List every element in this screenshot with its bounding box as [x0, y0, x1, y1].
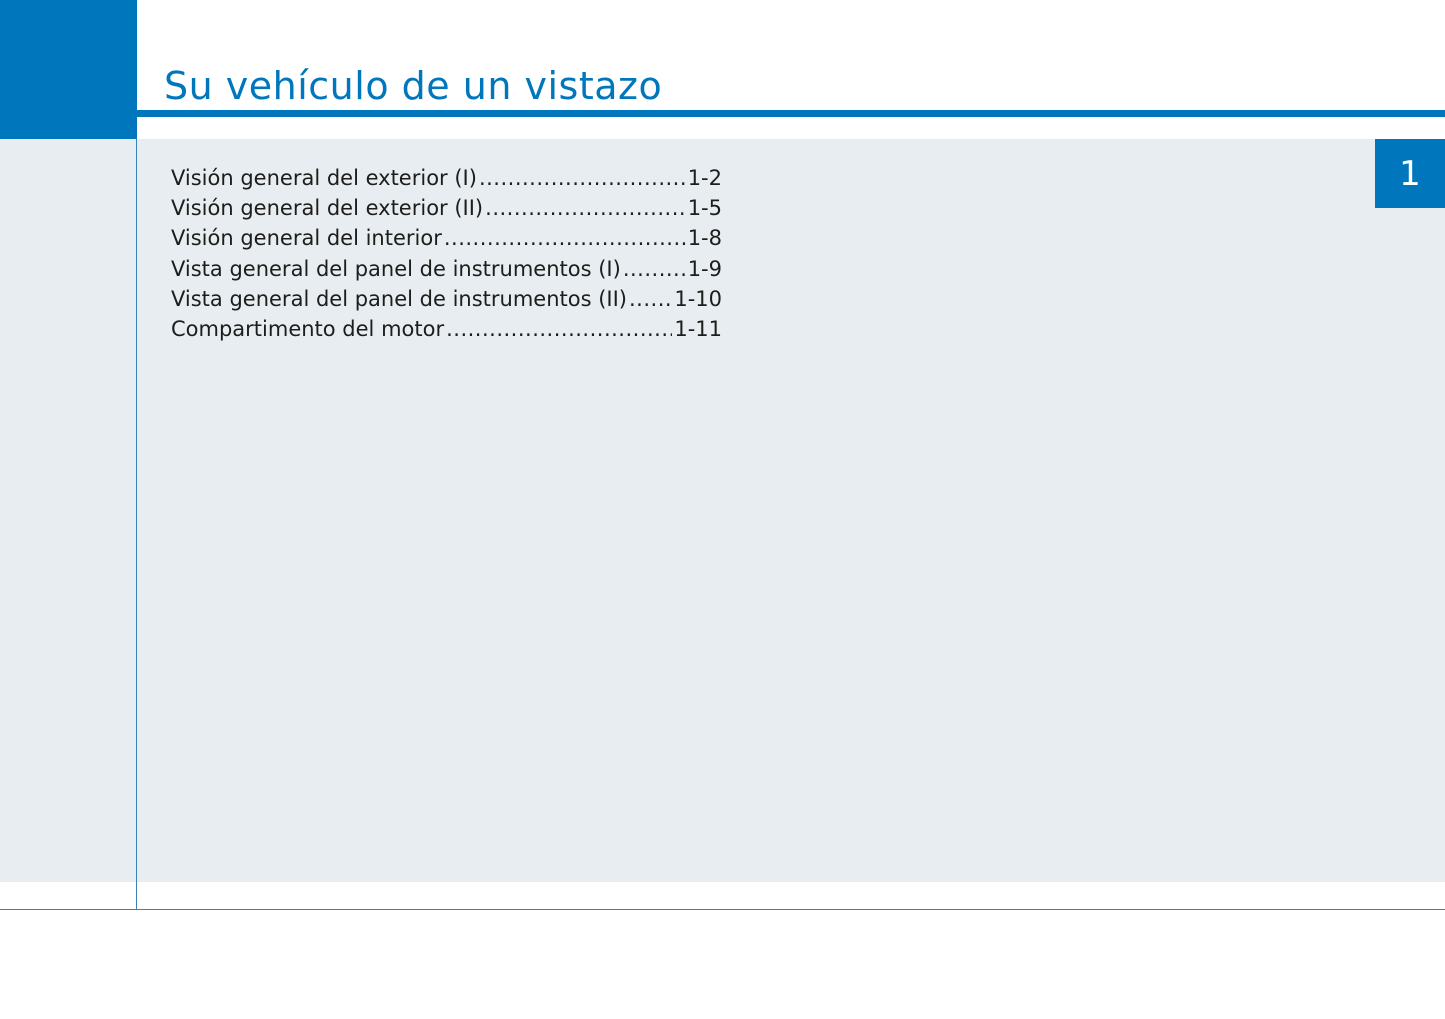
bottom-margin-rule	[0, 909, 1445, 910]
toc-item-instrument-panel-1[interactable]	[171, 254, 722, 284]
toc-item-label: Visión general del interior	[171, 226, 442, 251]
toc-item-label: Vista general del panel de instrumentos (I)	[171, 256, 621, 281]
toc-item-page: 1-9	[687, 256, 722, 281]
toc-dot-leader	[479, 163, 686, 193]
toc-item-page: 1-10	[674, 286, 722, 311]
chapter-tab[interactable]: 1	[1375, 139, 1445, 208]
toc-dot-leader	[629, 284, 672, 314]
toc-item-label: Vista general del panel de instrumentos (II)	[171, 286, 627, 311]
toc-item-interior[interactable]	[171, 223, 722, 253]
toc-item-page: 1-2	[687, 166, 722, 190]
toc-item-label: Visión general del exterior (II)	[171, 196, 484, 221]
toc-dot-leader	[485, 193, 686, 223]
toc-item-page: 1-8	[687, 226, 722, 251]
toc-item-page: 1-5	[687, 196, 722, 221]
toc-dot-leader	[446, 314, 672, 344]
chapter-corner-block	[0, 0, 137, 139]
toc-dot-leader	[444, 223, 686, 253]
toc-item-exterior-1[interactable]	[171, 163, 722, 193]
toc-item-page: 1-11	[674, 316, 722, 341]
toc-item-label: Visión general del exterior (I)	[171, 166, 477, 190]
table-of-contents	[171, 163, 722, 344]
page-title: Su vehículo de un vistazo	[164, 64, 663, 108]
toc-item-exterior-2[interactable]	[171, 193, 722, 223]
toc-item-engine-compartment[interactable]	[171, 314, 722, 344]
title-underline	[137, 110, 1445, 117]
toc-item-label: Compartimento del motor	[171, 316, 445, 341]
left-margin-rule	[136, 139, 137, 910]
toc-item-instrument-panel-2[interactable]	[171, 284, 722, 314]
toc-dot-leader	[623, 254, 686, 284]
